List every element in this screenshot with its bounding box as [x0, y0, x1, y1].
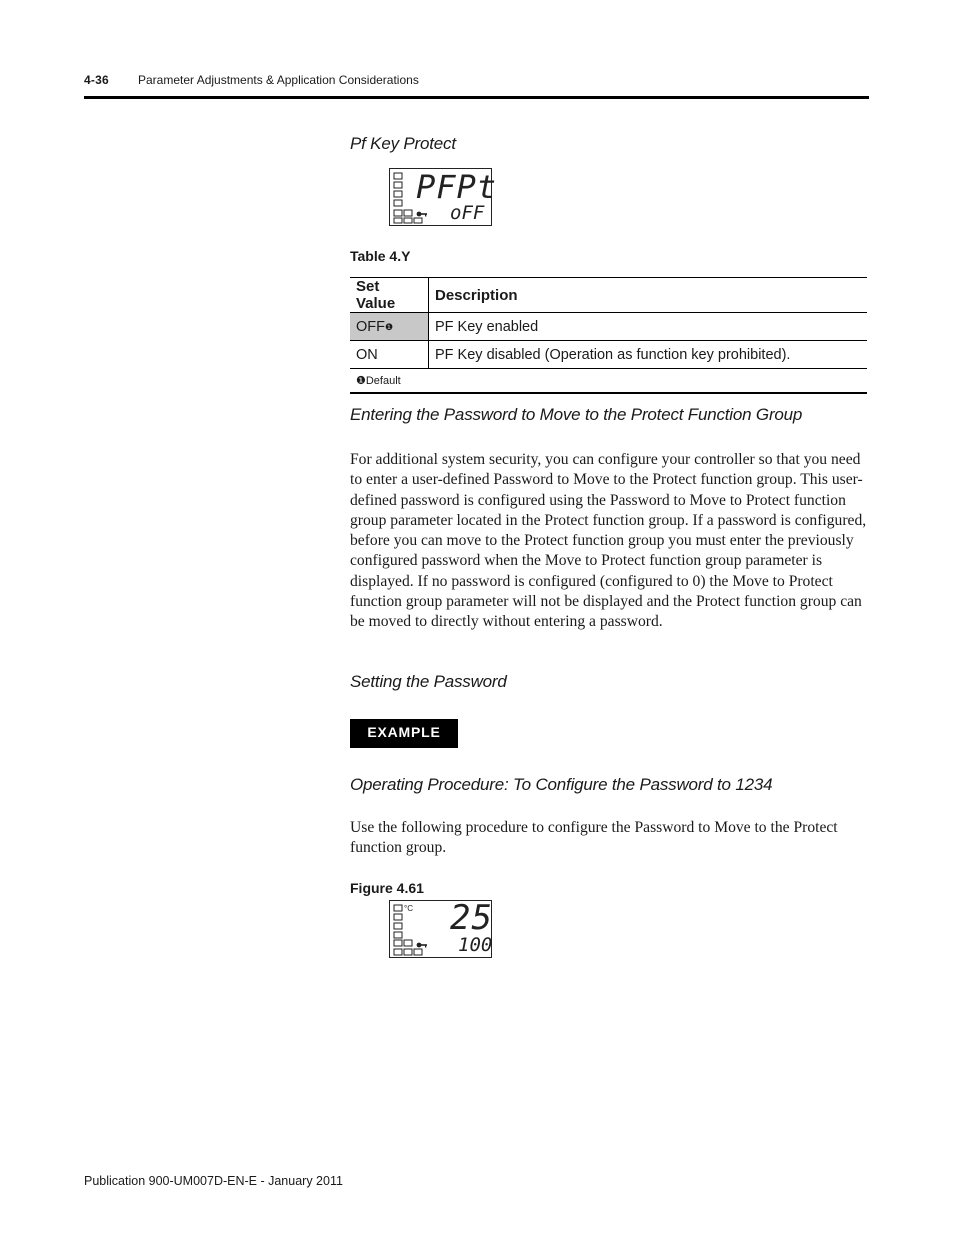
- lcd-bottom-readout: 100: [458, 934, 493, 956]
- column-header-description: Description: [429, 278, 868, 313]
- table-footnote: ❶Default: [350, 369, 867, 394]
- figure-caption: Figure 4.61: [350, 880, 424, 896]
- key-icon: [416, 210, 428, 218]
- table-caption: Table 4.Y: [350, 248, 411, 264]
- footnote-marker: ❶: [385, 321, 394, 332]
- description-cell: PF Key enabled: [429, 313, 868, 341]
- table-header-row: [350, 278, 867, 313]
- set-value-cell: [350, 341, 429, 369]
- running-header: [84, 73, 869, 91]
- lcd-bottom-readout: oFF: [450, 202, 485, 224]
- table-row: [350, 313, 867, 341]
- column-header-set-value: Set Value: [350, 278, 429, 313]
- lcd-display-pfpt: [389, 168, 498, 226]
- set-value-text: ON: [356, 346, 378, 363]
- table-row: [350, 341, 867, 369]
- set-value-cell: [350, 313, 429, 341]
- page-number: 4-36: [84, 73, 109, 87]
- pf-key-protect-heading: Pf Key Protect: [350, 134, 456, 153]
- lcd-top-readout: PFPt: [416, 168, 498, 206]
- lcd-top-readout: 25: [450, 898, 493, 938]
- password-paragraph: For additional system security, you can configure your controller so that you need to enter a user-defined Password to Move to the Protect function group. This user-defined password is configured using the Password to Move to Protect function group parameter located in the Protect function group. If a password is configured, before you can move to the Protect function group you must enter the previously configured password when the Move to Protect function group parameter is displayed. If no password is configured (configured to 0) the Move to Protect function group parameter will not be displayed and the Protect function group can be moved to directly without entering a password.: [350, 451, 867, 631]
- temperature-unit: °C: [404, 904, 413, 913]
- password-section-heading: Entering the Password to Move to the Protect Function Group: [350, 405, 803, 424]
- section-title: Parameter Adjustments & Application Considerations: [138, 73, 419, 87]
- procedure-paragraph: Use the following procedure to configure the Password to Move to the Protect function group.: [350, 819, 838, 857]
- procedure-heading: Operating Procedure: To Configure the Password to 1234: [350, 775, 773, 794]
- set-value-text: OFF: [356, 318, 385, 335]
- table-footnote-row: [350, 369, 867, 394]
- example-label: EXAMPLE: [350, 719, 458, 748]
- header-rule: [84, 96, 869, 99]
- set-value-table: [350, 277, 867, 394]
- lcd-display-figure: [389, 900, 492, 958]
- publication-footer: Publication 900-UM007D-EN-E - January 2011: [84, 1174, 343, 1188]
- description-cell: PF Key disabled (Operation as function key prohibited).: [429, 341, 868, 369]
- key-icon: [416, 941, 428, 949]
- setting-password-heading: Setting the Password: [350, 672, 507, 691]
